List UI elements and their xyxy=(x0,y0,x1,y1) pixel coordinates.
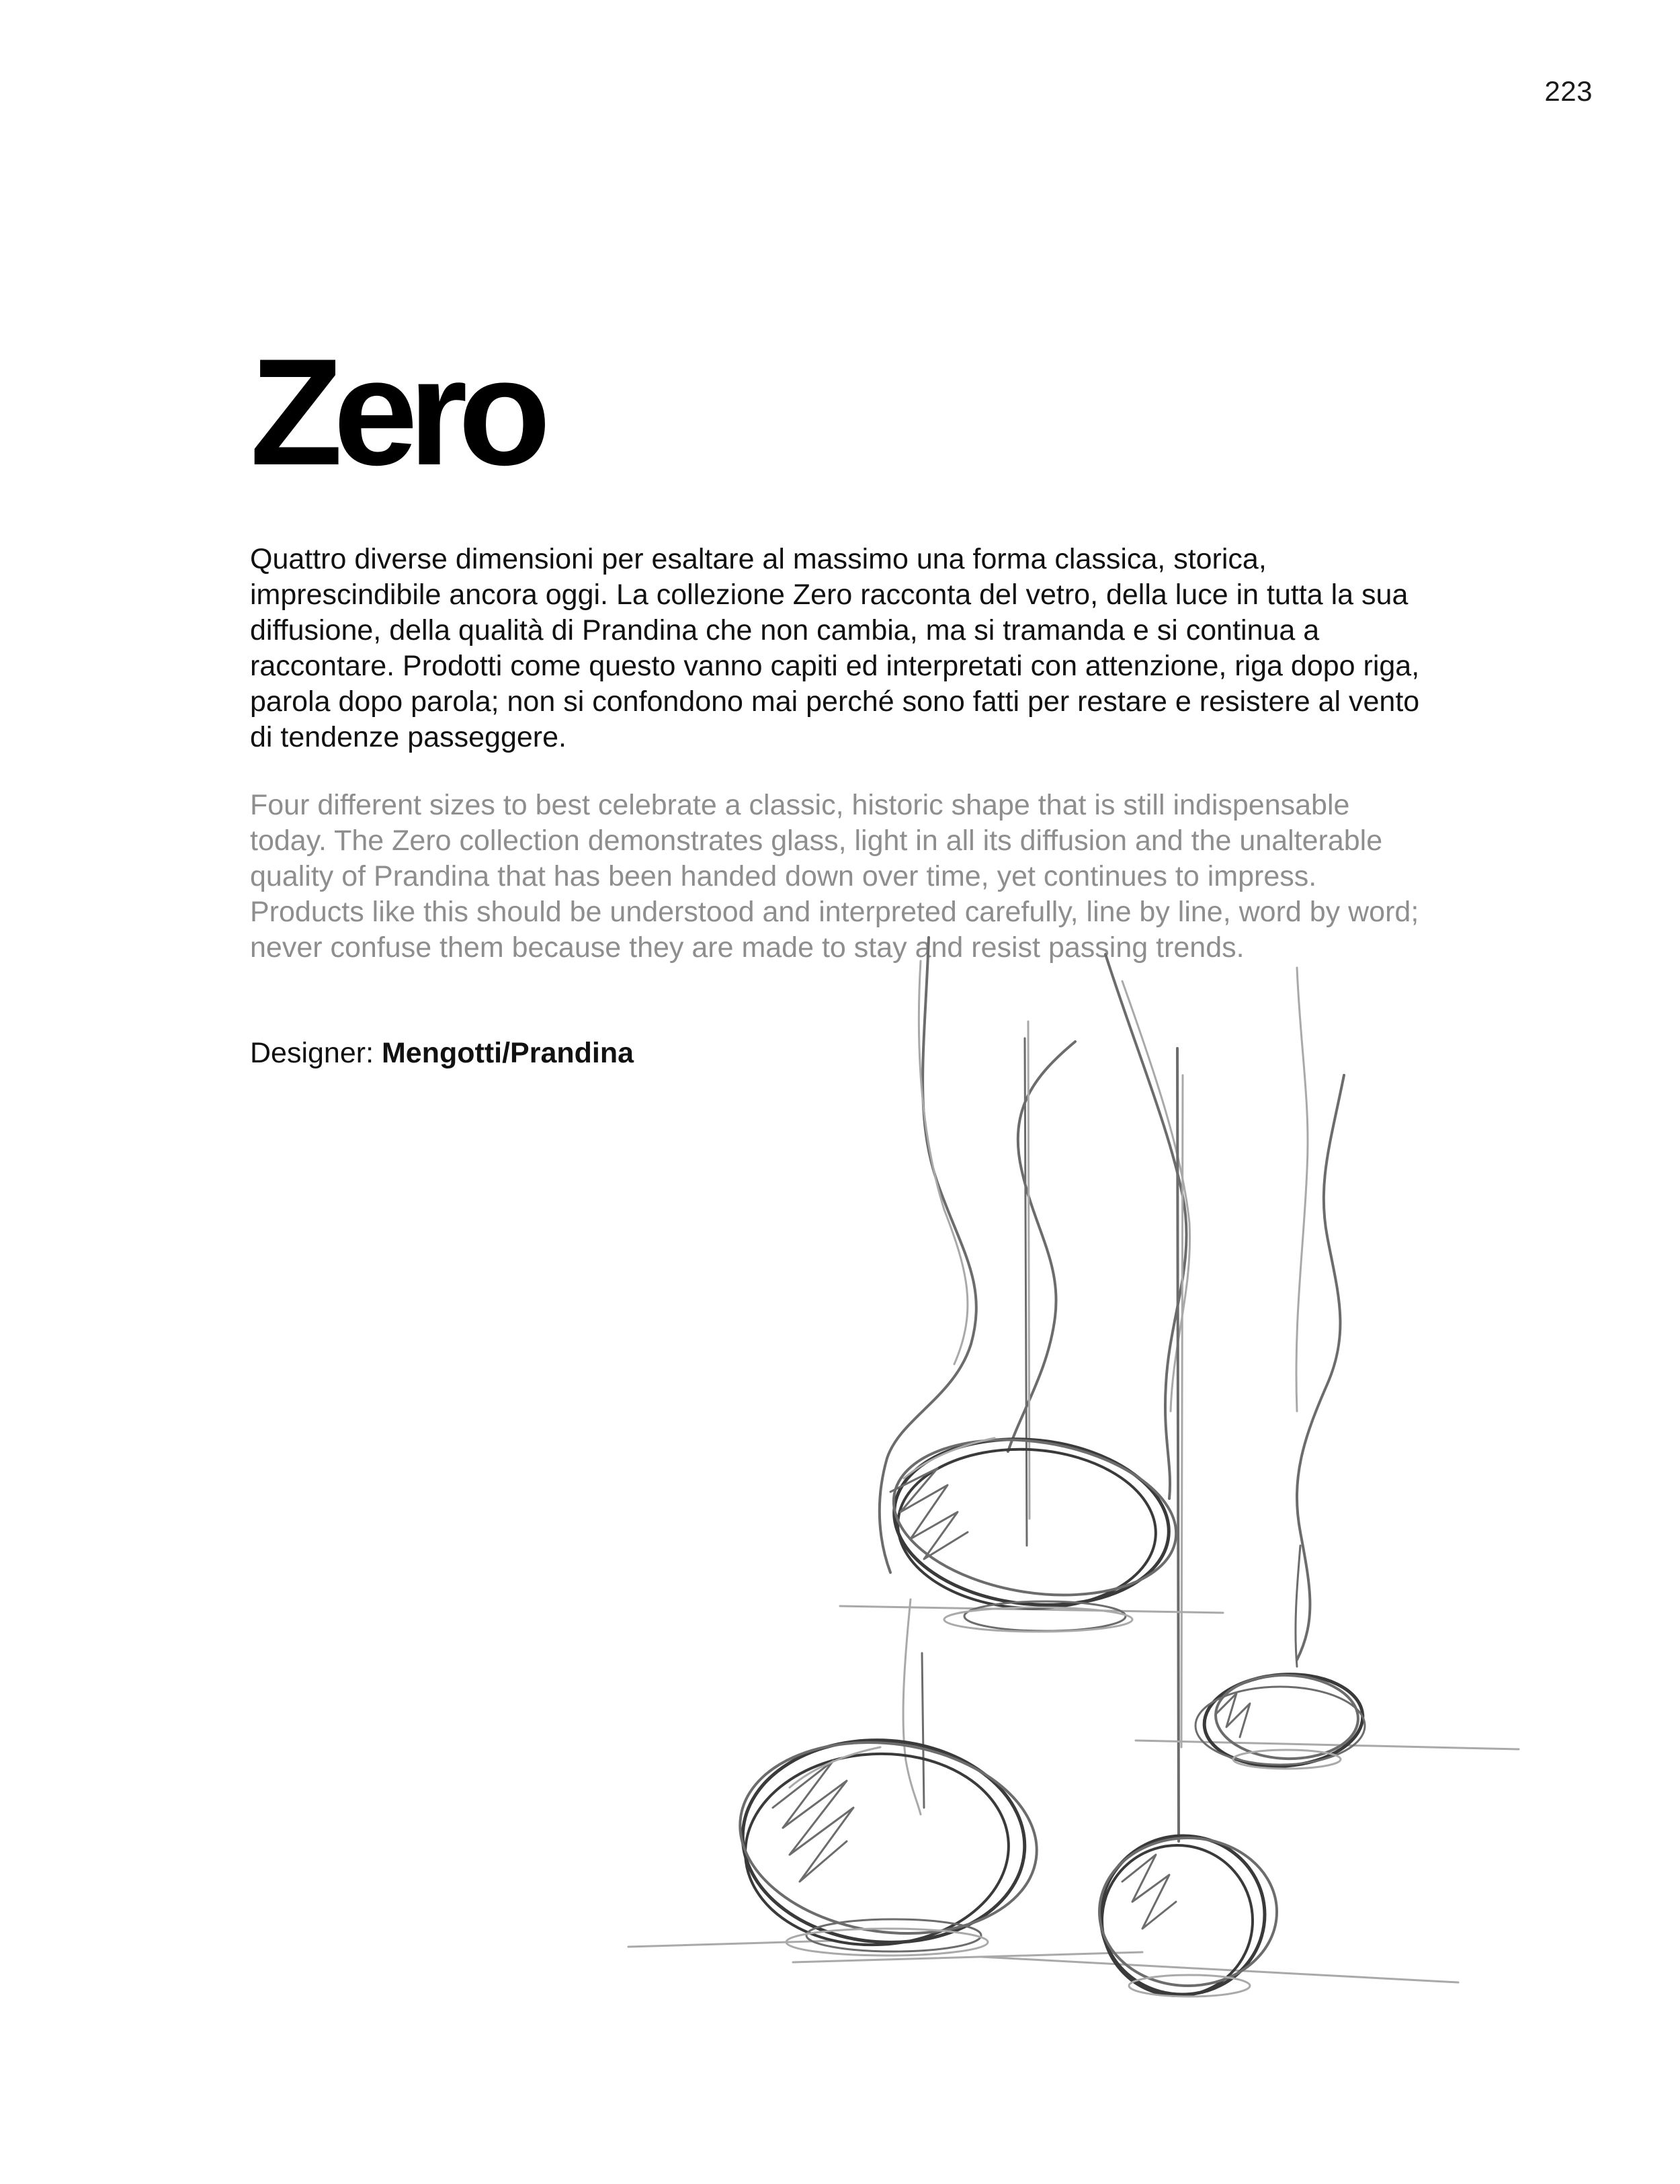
designer-label: Designer: xyxy=(250,1037,374,1069)
page-title: Zero xyxy=(250,327,542,497)
lamp-medium-front xyxy=(1093,1828,1277,2003)
pendant-cables xyxy=(880,937,1344,1841)
designer-name: Mengotti/Prandina xyxy=(381,1037,634,1069)
ground-lines xyxy=(628,1606,1519,1982)
designer-credit xyxy=(250,1036,634,1071)
description-italian: Quattro diverse dimensioni per esaltare al massimo una forma classica, storica, imprescindibile ancora oggi. La collezione Zero racconta del vetro, della luce in tutta la sua diffusione, della qualità di Prandina che non cambia, ma si tramanda e si continua a raccontare. Prodotti come questo vanno capiti ed interpretati con attenzione, riga dopo riga, parola dopo parola; non si confondono mai perché sono fatti per restare e resistere al vento di tendenze passeggere. xyxy=(250,543,1420,753)
lamp-large-back xyxy=(882,1421,1187,1632)
page-number: 223 xyxy=(1544,75,1593,107)
lamp-large-front xyxy=(728,1724,1050,1956)
description-english: Four different sizes to best celebrate a classic, historic shape that is still indispensable today. The Zero collection demonstrates glass, light in all its diffusion and the unalterable quality of Prandina that has been handed down over time, yet continues to impress. Products like this should be understood and interpreted carefully, line by line, word by word; never confuse them because they are made to stay and resist passing trends. xyxy=(250,789,1419,964)
lamp-small-right xyxy=(1195,1669,1366,1771)
